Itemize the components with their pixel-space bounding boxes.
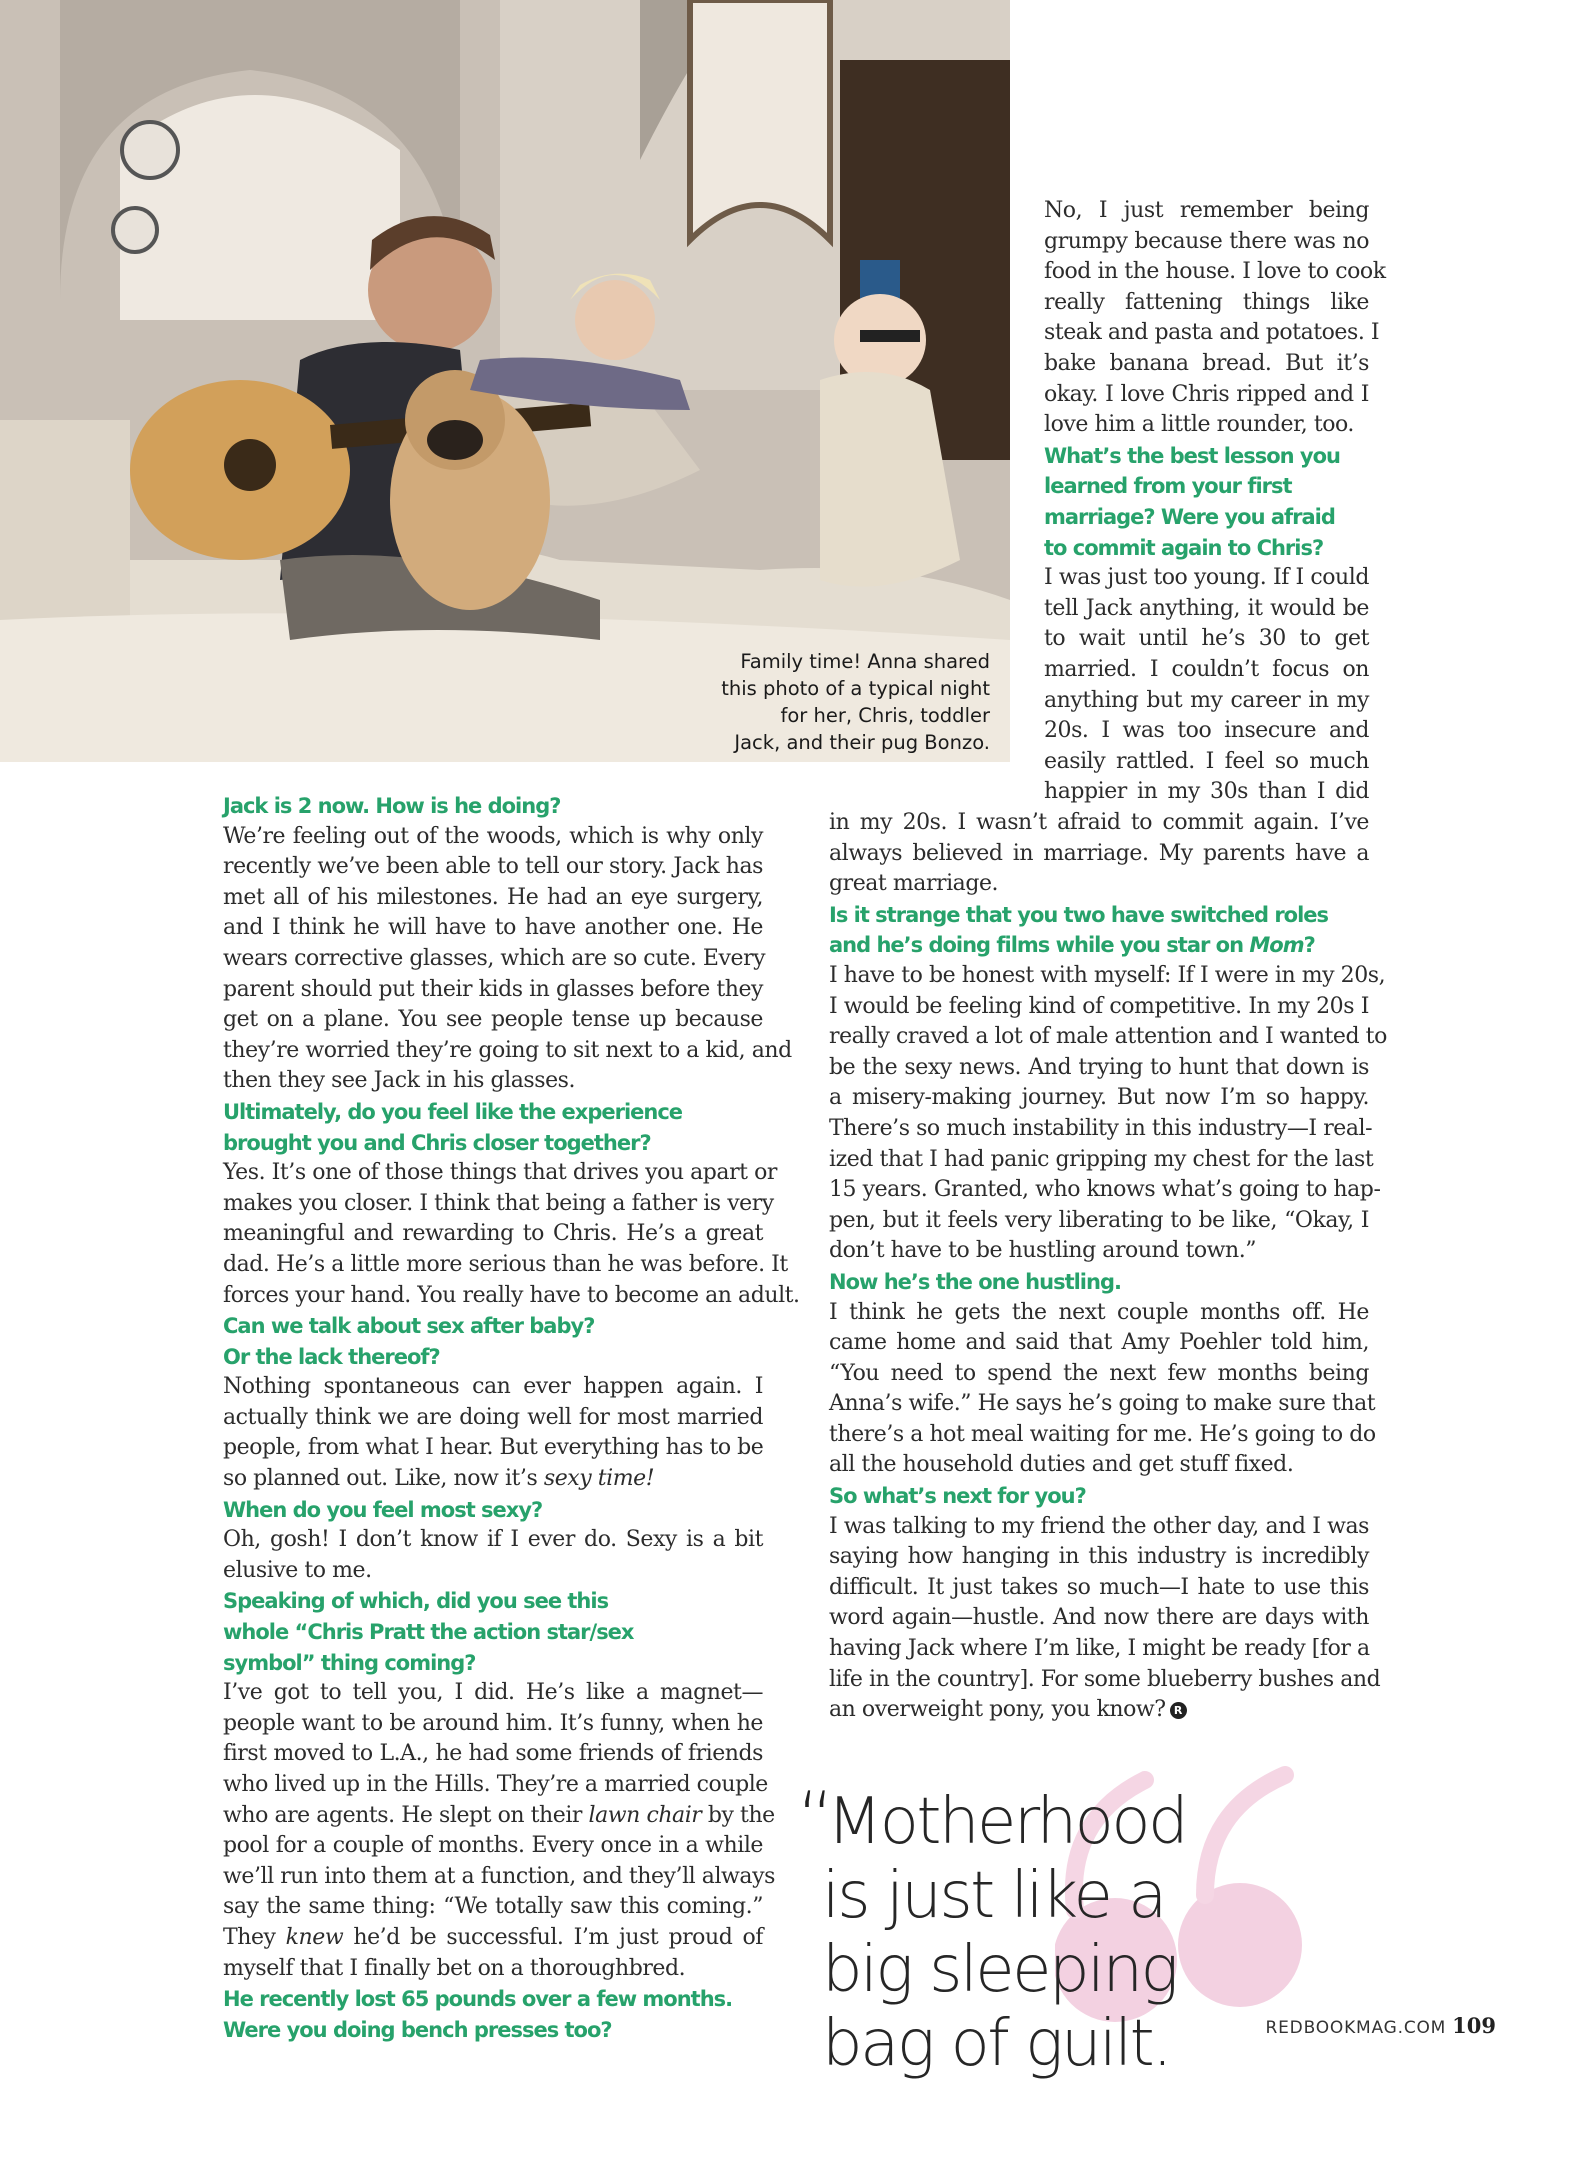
pull-quote bbox=[797, 1776, 1325, 2081]
italic-run: knew bbox=[285, 1924, 344, 1950]
text-line: came home and said that Amy Poehler told him, bbox=[829, 1330, 1369, 1356]
text-run: They bbox=[223, 1924, 286, 1950]
text-run: so planned out. Like, now it’s bbox=[223, 1466, 544, 1492]
photo-caption bbox=[660, 648, 990, 756]
text-line: say the same thing: “We totally saw this coming.” bbox=[223, 1894, 763, 1920]
text-line: I would be feeling kind of competitive. In my 20s I bbox=[829, 993, 1369, 1019]
text-line: really fattening things like bbox=[1044, 289, 1369, 315]
text-line: get on a plane. You see people tense up because bbox=[223, 1007, 763, 1033]
left-column bbox=[223, 791, 800, 2045]
text-line: No, I just remember being bbox=[1044, 198, 1369, 223]
text-line bbox=[223, 1923, 763, 1954]
text-line: elusive to me. bbox=[223, 1557, 372, 1583]
question-line: What’s the best lesson you bbox=[1044, 443, 1340, 468]
text-line: parent should put their kids in glasses before they bbox=[223, 976, 763, 1002]
question-line: Speaking of which, did you see this bbox=[223, 1589, 609, 1614]
right-column bbox=[829, 808, 1387, 1726]
question-line: Were you doing bench presses too? bbox=[223, 2017, 612, 2042]
answer-text bbox=[223, 822, 792, 1097]
question-heading bbox=[223, 1586, 763, 1678]
text-line: I think he gets the next couple months off. He bbox=[829, 1299, 1369, 1325]
text-line: tell Jack anything, it would be bbox=[1044, 595, 1369, 621]
question-line: Ultimately, do you feel like the experience bbox=[223, 1099, 683, 1124]
text-run: by the bbox=[701, 1802, 775, 1828]
page-number: 109 bbox=[1452, 2013, 1496, 2038]
text-line: recently we’ve been able to tell our story. Jack has bbox=[223, 854, 763, 880]
question-line: Jack is 2 now. How is he doing? bbox=[223, 794, 561, 818]
text-line: really craved a lot of male attention and I wanted to bbox=[829, 1024, 1387, 1050]
text-line: I was just too young. If I could bbox=[1044, 565, 1369, 591]
caption-line: Family time! Anna shared bbox=[740, 650, 990, 673]
question-heading bbox=[223, 1984, 763, 2045]
text-line: happier in my 30s than I did bbox=[1044, 779, 1369, 805]
answer-text bbox=[829, 1298, 1376, 1482]
text-run: and he’s doing films while you star on bbox=[829, 933, 1250, 958]
text-line: steak and pasta and potatoes. I bbox=[1044, 320, 1380, 346]
text-line bbox=[223, 1464, 763, 1495]
question-line: Is it strange that you two have switched roles bbox=[829, 902, 1329, 927]
text-line: great marriage. bbox=[829, 871, 999, 897]
question-line: When do you feel most sexy? bbox=[223, 1497, 543, 1522]
text-line: don’t have to be hustling around town.” bbox=[829, 1238, 1257, 1264]
text-line: food in the house. I love to cook bbox=[1044, 259, 1386, 285]
italic-run: sexy time! bbox=[543, 1466, 655, 1492]
pull-quote-line: Motherhood bbox=[827, 1785, 1187, 1859]
text-line: married. I couldn’t focus on bbox=[1044, 656, 1369, 682]
woman-head bbox=[575, 280, 655, 360]
question-heading bbox=[829, 900, 1369, 961]
question-heading bbox=[223, 1311, 763, 1372]
text-line: met all of his milestones. He had an eye surgery, bbox=[223, 884, 763, 910]
text-line: Nothing spontaneous can ever happen again. I bbox=[223, 1374, 763, 1400]
footer-site: REDBOOKMAG.COM bbox=[1265, 2018, 1447, 2038]
text-line: I have to be honest with myself: If I were in my 20s, bbox=[829, 962, 1386, 988]
text-line: always believed in marriage. My parents have a bbox=[829, 840, 1369, 866]
question-heading bbox=[829, 1481, 1369, 1512]
text-line: bake banana bread. But it’s bbox=[1044, 350, 1369, 376]
pull-quote-line: is just like a bbox=[822, 1859, 1165, 1933]
caption-line: this photo of a typical night bbox=[721, 677, 990, 700]
question-line: learned from your first bbox=[1044, 474, 1292, 499]
question-line: Now he’s the one hustling. bbox=[829, 1269, 1121, 1294]
question-line: symbol” thing coming? bbox=[223, 1650, 476, 1675]
question-line: whole “Chris Pratt the action star/sex bbox=[223, 1620, 634, 1645]
question-heading bbox=[1044, 441, 1369, 563]
text-line: to wait until he’s 30 to get bbox=[1044, 626, 1369, 652]
text-line: pen, but it feels very liberating to be like, “Okay, I bbox=[829, 1207, 1369, 1233]
open-quote-mark: “ bbox=[797, 1776, 832, 1860]
question-line: He recently lost 65 pounds over a few months. bbox=[223, 1987, 733, 2012]
text-line: 15 years. Granted, who knows what’s going to hap- bbox=[829, 1177, 1381, 1203]
text-line: they’re worried they’re going to sit next to a kid, and bbox=[223, 1037, 792, 1063]
page-footer bbox=[1266, 2013, 1496, 2038]
text-line: people, from what I hear. But everything has to be bbox=[223, 1435, 764, 1461]
text-line: there’s a hot meal waiting for me. He’s going to do bbox=[829, 1421, 1376, 1447]
text-line: love him a little rounder, too. bbox=[1044, 412, 1354, 438]
pull-quote-line: big sleeping bbox=[822, 1933, 1177, 2007]
text-run: who are agents. He slept on their bbox=[223, 1802, 589, 1828]
text-line: easily rattled. I feel so much bbox=[1044, 748, 1369, 774]
text-line: I was talking to my friend the other day, and I was bbox=[829, 1513, 1369, 1539]
question-heading bbox=[829, 1267, 1369, 1298]
text-line: wears corrective glasses, which are so cute. Every bbox=[223, 945, 766, 971]
question-line: Can we talk about sex after baby? bbox=[223, 1314, 595, 1339]
text-line: difficult. It just takes so much—I hate to use this bbox=[829, 1574, 1369, 1600]
question-line: to commit again to Chris? bbox=[1044, 535, 1324, 560]
text-line: pool for a couple of months. Every once in a while bbox=[223, 1833, 763, 1859]
question-heading bbox=[223, 791, 763, 822]
question-heading bbox=[223, 1495, 763, 1526]
answer-text bbox=[223, 1158, 800, 1311]
text-line: okay. I love Chris ripped and I bbox=[1044, 381, 1369, 407]
text-line: be the sexy news. And trying to hunt that down is bbox=[829, 1054, 1369, 1080]
text-line: a misery-making journey. But now I’m so happy. bbox=[829, 1085, 1369, 1111]
text-run: he’d be successful. I’m just proud of bbox=[343, 1924, 763, 1950]
text-line bbox=[829, 1695, 1369, 1726]
italic-run: lawn chair bbox=[588, 1802, 702, 1828]
text-line: first moved to L.A., he had some friends of friends bbox=[223, 1741, 763, 1767]
text-line: life in the country]. For some blueberry bushes and bbox=[829, 1666, 1381, 1692]
text-line: then they see Jack in his glasses. bbox=[223, 1068, 576, 1094]
text-line: “You need to spend the next few months being bbox=[829, 1360, 1369, 1386]
question-heading bbox=[223, 1097, 763, 1158]
text-line: all the household duties and get stuff fixed. bbox=[829, 1452, 1294, 1478]
text-line: There’s so much instability in this industry—I real- bbox=[829, 1115, 1373, 1141]
answer-continuation bbox=[829, 808, 1369, 900]
text-line: ized that I had panic gripping my chest for the last bbox=[829, 1146, 1374, 1172]
text-line: 20s. I was too insecure and bbox=[1044, 718, 1369, 744]
family-photo bbox=[0, 0, 1010, 762]
text-line: and I think he will have to have another one. He bbox=[223, 915, 763, 941]
text-line: Oh, gosh! I don’t know if I ever do. Sexy is a bit bbox=[223, 1527, 763, 1553]
text-line: grumpy because there was no bbox=[1044, 228, 1369, 254]
text-line: having Jack where I’m like, I might be ready [for a bbox=[829, 1636, 1370, 1662]
text-line: meaningful and rewarding to Chris. He’s a great bbox=[223, 1221, 763, 1247]
mirror bbox=[690, 0, 830, 240]
answer-continuation bbox=[1044, 196, 1386, 441]
text-run: an overweight pony, you know? bbox=[829, 1697, 1166, 1723]
pull-quote-line: bag of guilt. bbox=[822, 2007, 1171, 2081]
end-mark-icon: R bbox=[1170, 1702, 1187, 1719]
question-line: Or the lack thereof? bbox=[223, 1344, 440, 1369]
text-line: We’re feeling out of the woods, which is why only bbox=[223, 823, 763, 849]
text-line: who lived up in the Hills. They’re a married couple bbox=[223, 1772, 768, 1797]
answer-text bbox=[829, 1512, 1381, 1726]
text-line: we’ll run into them at a function, and they’ll always bbox=[223, 1863, 775, 1889]
answer-text bbox=[1044, 563, 1369, 808]
answer-text bbox=[223, 1525, 763, 1586]
question-line: marriage? Were you afraid bbox=[1044, 504, 1335, 529]
text-line: people want to be around him. It’s funny, when he bbox=[223, 1710, 763, 1736]
text-line: actually think we are doing well for most married bbox=[223, 1404, 763, 1430]
text-line: I’ve got to tell you, I did. He’s like a magnet— bbox=[223, 1680, 763, 1706]
text-line: in my 20s. I wasn’t afraid to commit again. I’ve bbox=[829, 810, 1369, 835]
caption-line: Jack, and their pug Bonzo. bbox=[734, 731, 990, 754]
answer-text bbox=[223, 1372, 763, 1494]
caption-line: for her, Chris, toddler bbox=[780, 704, 990, 727]
text-line: word again—hustle. And now there are days with bbox=[829, 1605, 1369, 1631]
text-line: dad. He’s a little more serious than he was before. It bbox=[223, 1251, 788, 1277]
text-line: Anna’s wife.” He says he’s going to make sure that bbox=[829, 1391, 1376, 1417]
question-line: brought you and Chris closer together? bbox=[223, 1130, 651, 1155]
italic-run: Mom bbox=[1249, 933, 1304, 958]
text-run: ? bbox=[1303, 933, 1315, 958]
text-line: Yes. It’s one of those things that drives you apart or bbox=[223, 1160, 777, 1186]
question-line: So what’s next for you? bbox=[829, 1484, 1086, 1509]
text-line: anything but my career in my bbox=[1044, 687, 1369, 713]
text-line: saying how hanging in this industry is incredibly bbox=[829, 1544, 1369, 1570]
answer-text bbox=[829, 961, 1387, 1267]
text-line: myself that I finally bet on a thoroughbred. bbox=[223, 1955, 686, 1981]
question-line bbox=[829, 930, 1369, 961]
text-line bbox=[223, 1801, 775, 1832]
right-top-column bbox=[1044, 196, 1386, 808]
text-line: forces your hand. You really have to become an adult. bbox=[223, 1282, 800, 1308]
text-line: makes you closer. I think that being a father is very bbox=[223, 1190, 774, 1216]
answer-text bbox=[223, 1678, 775, 1984]
